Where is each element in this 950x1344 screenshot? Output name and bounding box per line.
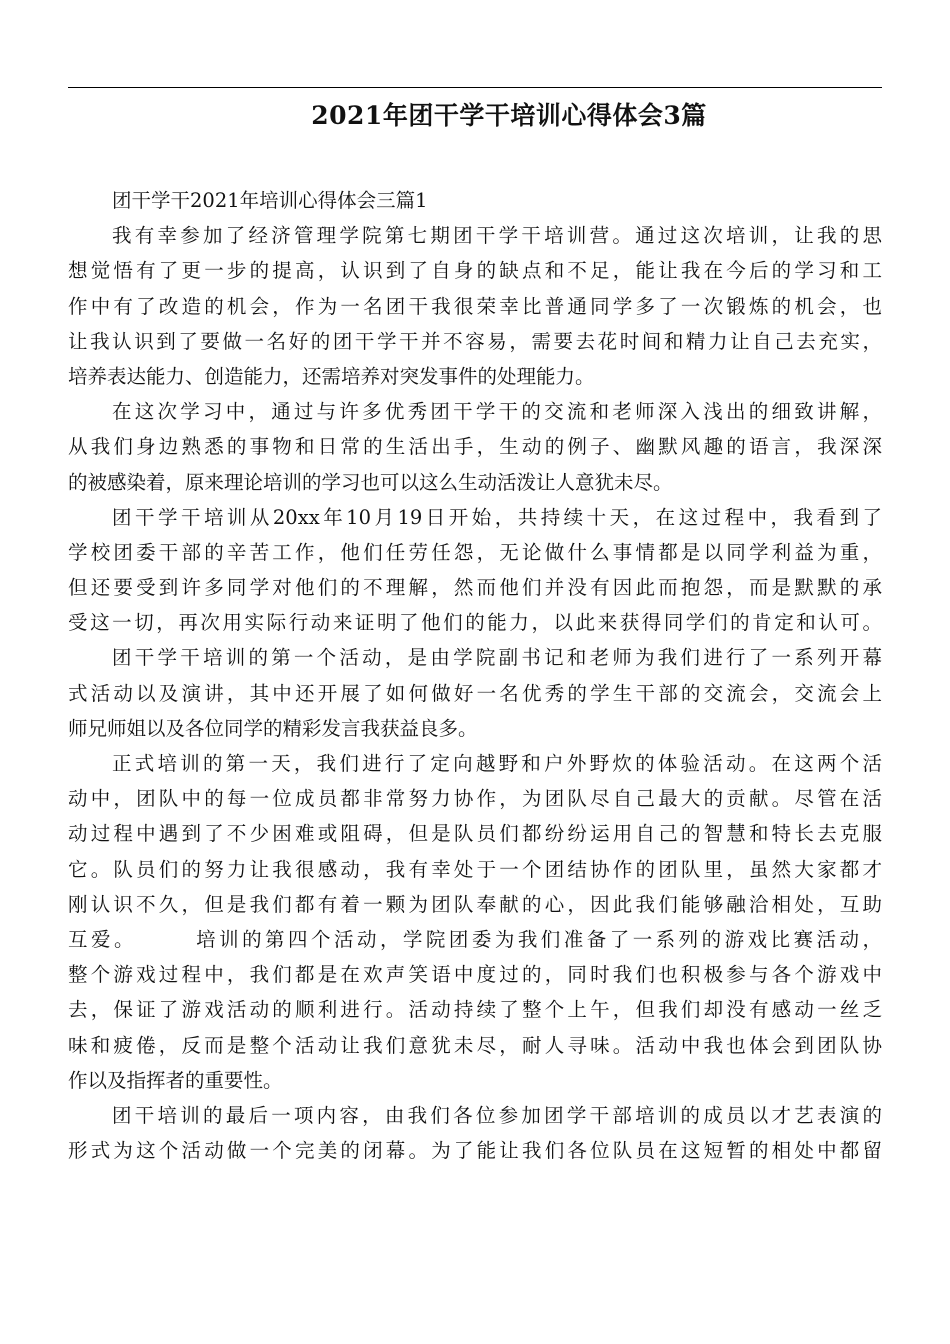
- body-line: 形式为这个活动做一个完美的闭幕。为了能让我们各位队员在这短暂的相处中都留: [68, 1139, 882, 1163]
- body-line: 团干培训的最后一项内容，由我们各位参加团学干部培训的成员以才艺表演的: [112, 1103, 882, 1127]
- body-line: 动中，团队中的每一位成员都非常努力协作，为团队尽自己最大的贡献。尽管在活: [68, 787, 882, 811]
- body-line: 的被感染着，原来理论培训的学习也可以这么生动活泼让人意犹未尽。: [68, 470, 673, 494]
- body-line: 团干学干培训从20xx年10月19日开始，共持续十天，在这过程中，我看到了: [112, 505, 882, 529]
- body-line: 想觉悟有了更一步的提高，认识到了自身的缺点和不足，能让我在今后的学习和工: [68, 259, 882, 283]
- body-line: 刚认识不久，但是我们都有着一颗为团队奉献的心，因此我们能够融洽相处，互助: [68, 892, 882, 916]
- body-line: 整个游戏过程中，我们都是在欢声笑语中度过的，同时我们也积极参与各个游戏中: [68, 963, 882, 987]
- body-line: 作中有了改造的机会，作为一名团干我很荣幸比普通同学多了一次锻炼的机会，也: [68, 294, 882, 318]
- body-line: 师兄师姐以及各位同学的精彩发言我获益良多。: [68, 716, 478, 740]
- body-line: 学校团委干部的辛苦工作，他们任劳任怨，无论做什么事情都是以同学利益为重，: [68, 540, 882, 564]
- document-body: [68, 183, 882, 1168]
- body-line: 从我们身边熟悉的事物和日常的生活出手，生动的例子、幽默风趣的语言，我深深: [68, 435, 882, 459]
- body-line: 在这次学习中，通过与许多优秀团干学干的交流和老师深入浅出的细致讲解，: [112, 400, 882, 424]
- body-line: 动过程中遇到了不少困难或阻碍，但是队员们都纷纷运用自己的智慧和特长去克服: [68, 822, 882, 846]
- body-line: 互爱。 培训的第四个活动，学院团委为我们准备了一系列的游戏比赛活动，: [68, 927, 882, 951]
- body-line: 让我认识到了要做一名好的团干学干并不容易，需要去花时间和精力让自己去充实，: [68, 329, 882, 353]
- document-title: 2021年团干学干培训心得体会3篇: [311, 101, 707, 130]
- body-line: 团干学干2021年培训心得体会三篇1: [112, 189, 428, 212]
- body-line: 受这一切，再次用实际行动来证明了他们的能力，以此来获得同学们的肯定和认可。: [68, 611, 882, 635]
- body-line: 正式培训的第一天，我们进行了定向越野和户外野炊的体验活动。在这两个活: [112, 752, 882, 775]
- body-line: 它。队员们的努力让我很感动，我有幸处于一个团结协作的团队里，虽然大家都才: [68, 857, 882, 881]
- body-line: 味和疲倦，反而是整个活动让我们意犹未尽，耐人寻味。活动中我也体会到团队协: [68, 1033, 882, 1057]
- body-line: 作以及指挥者的重要性。: [68, 1068, 283, 1092]
- body-line: 但还要受到许多同学对他们的不理解，然而他们并没有因此而抱怨，而是默默的承: [68, 576, 882, 600]
- header-rule: [68, 87, 882, 88]
- body-line: 团干学干培训的第一个活动，是由学院副书记和老师为我们进行了一系列开幕: [112, 646, 882, 670]
- body-line: 我有幸参加了经济管理学院第七期团干学干培训营。通过这次培训，让我的思: [112, 224, 882, 248]
- body-line: 培养表达能力、创造能力，还需培养对突发事件的处理能力。: [68, 364, 595, 388]
- body-line: 去，保证了游戏活动的顺利进行。活动持续了整个上午，但我们却没有感动一丝乏: [68, 998, 882, 1022]
- body-line: 式活动以及演讲，其中还开展了如何做好一名优秀的学生干部的交流会，交流会上: [68, 681, 882, 705]
